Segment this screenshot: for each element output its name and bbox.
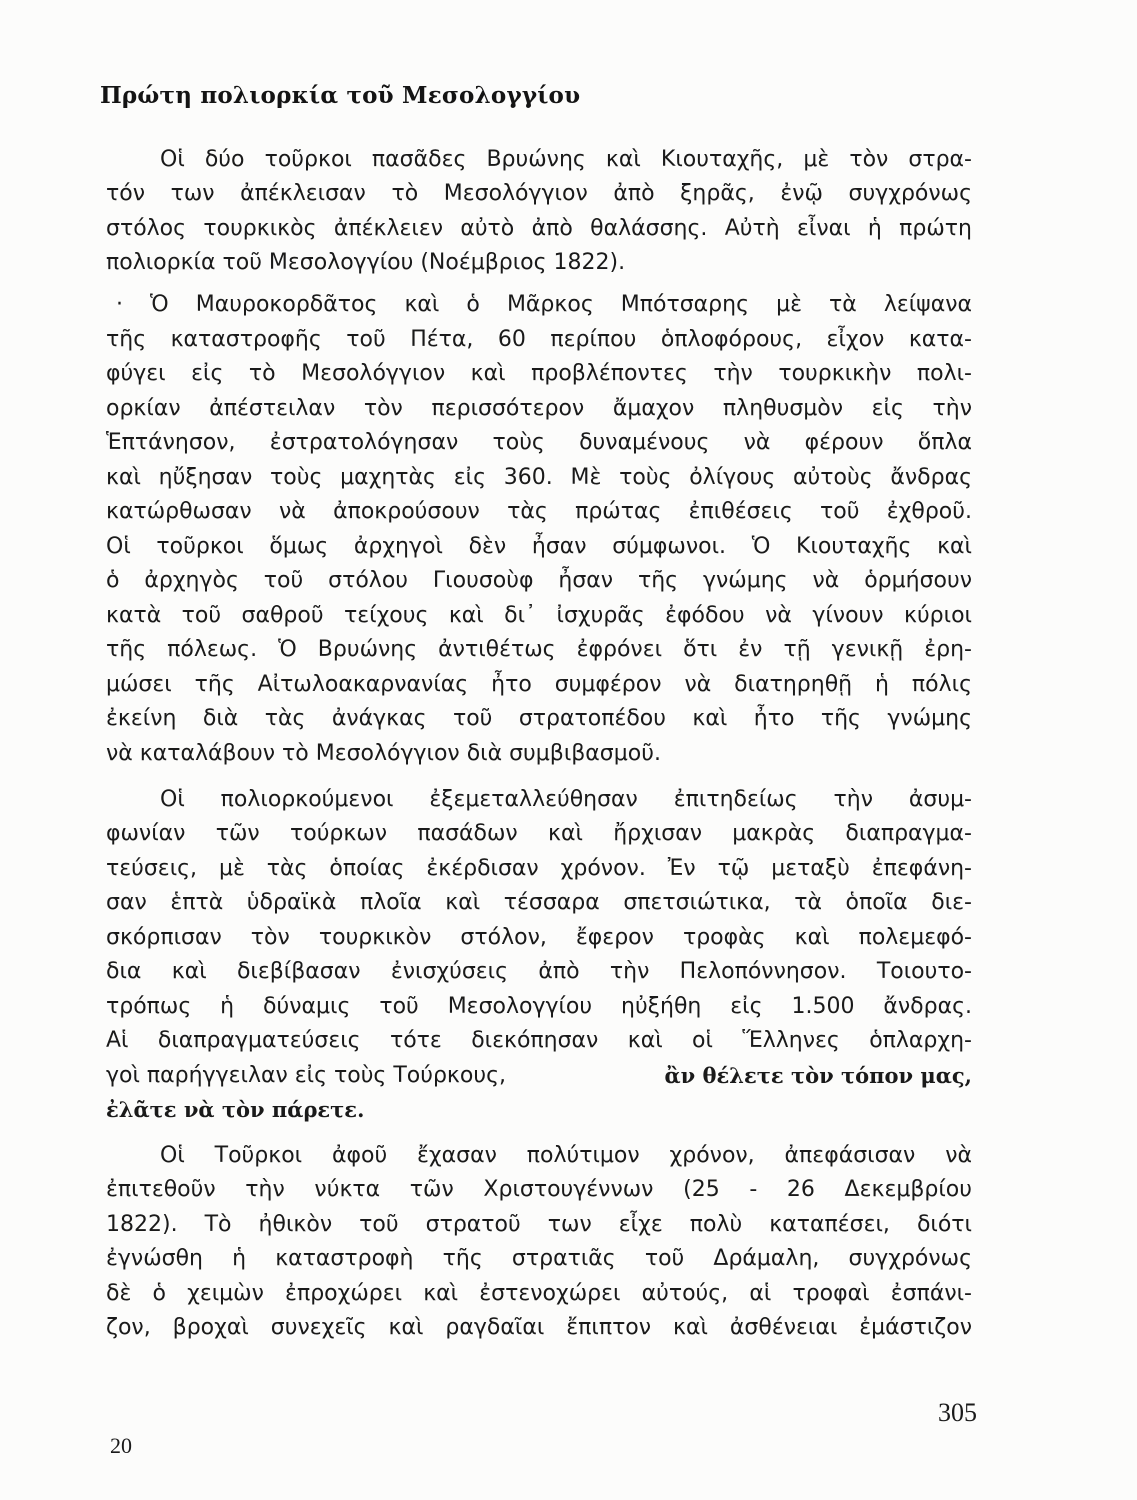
text-line: Ἑπτάνησον, ἐστρατολόγησαν τοὺς δυναμένους νὰ φέρουν ὅπλα [106, 430, 972, 455]
text-line-bold [106, 1091, 972, 1128]
text-line: · Ὁ Μαυροκορδᾶτος καὶ ὁ Μᾶρκος Μπότσαρης μὲ τὰ λείψανα [116, 292, 972, 317]
text-line: Αἱ διαπραγματεύσεις τότε διεκόπησαν καὶ οἱ Ἕλληνες ὁπλαρχη- [106, 1028, 972, 1053]
text-line: στόλος τουρκικὸς ἀπέκλειεν αὐτὸ ἀπὸ θαλάσσης. Αὐτὴ εἶναι ἡ πρώτη [106, 216, 972, 241]
text-line: γοὶ παρήγγειλαν εἰς τοὺς Τούρκους, [106, 1063, 506, 1088]
text-line: τεύσεις, μὲ τὰς ὁποίας ἐκέρδισαν χρόνον. Ἐν τῷ μεταξὺ ἐπεφάνη- [106, 856, 972, 881]
text-line-bold [632, 1057, 972, 1094]
text-line: 1822). Τὸ ἠθικὸν τοῦ στρατοῦ των εἶχε πολὺ καταπέσει, διότι [106, 1212, 972, 1237]
section-heading: Πρώτη πολιορκία τοῦ Μεσολογγίου [100, 82, 581, 109]
text-line: ζον, βροχαὶ συνεχεῖς καὶ ραγδαῖαι ἔπιπτον καὶ ἀσθένειαι ἐμάστιζον [106, 1315, 972, 1340]
text-line: Οἱ δύο τοῦρκοι πασᾶδες Βρυώνης καὶ Κιουταχῆς, μὲ τὸν στρα- [160, 147, 972, 172]
text-line: ορκίαν ἀπέστειλαν τὸν περισσότερον ἄμαχον πληθυσμὸν εἰς τὴν [106, 396, 972, 421]
text-line: τῆς πόλεως. Ὁ Βρυώνης ἀντιθέτως ἐφρόνει ὅτι ἐν τῇ γενικῇ ἐρη- [106, 637, 972, 662]
text-line: τῆς καταστροφῆς τοῦ Πέτα, 60 περίπου ὁπλοφόρους, εἶχον κατα- [106, 327, 972, 352]
quote-bold-2: ἐλᾶτε νὰ τὸν πάρετε. [106, 1097, 365, 1122]
text-line: δὲ ὁ χειμὼν ἐπροχώρει καὶ ἐστενοχώρει αὐτούς, αἱ τροφαὶ ἐσπάνι- [106, 1281, 972, 1306]
text-line: τρόπως ἡ δύναμις τοῦ Μεσολογγίου ηὐξήθη εἰς 1.500 ἄνδρας. [106, 994, 972, 1019]
text-line: σαν ἑπτὰ ὑδραϊκὰ πλοῖα καὶ τέσσαρα σπετσιώτικα, τὰ ὁποῖα διε- [106, 890, 972, 915]
quote-bold-1: ἂν θέλετε τὸν τόπον μας, [664, 1063, 972, 1088]
text-line: κατὰ τοῦ σαθροῦ τείχους καὶ δι᾿ ἰσχυρᾶς ἐφόδου νὰ γίνουν κύριοι [106, 603, 972, 628]
text-line: καὶ ηὔξησαν τοὺς μαχητὰς εἰς 360. Μὲ τοὺς ὀλίγους αὐτοὺς ἄνδρας [106, 465, 972, 490]
text-line: φωνίαν τῶν τούρκων πασάδων καὶ ἤρχισαν μακρὰς διαπραγμα- [106, 821, 972, 846]
text-line: ὁ ἀρχηγὸς τοῦ στόλου Γιουσοὺφ ἦσαν τῆς γνώμης νὰ ὁρμήσουν [106, 568, 972, 593]
text-line: Οἱ τοῦρκοι ὅμως ἀρχηγοὶ δὲν ἦσαν σύμφωνοι. Ὁ Κιουταχῆς καὶ [106, 534, 972, 559]
text-line: Οἱ πολιορκούμενοι ἐξεμεταλλεύθησαν ἐπιτηδείως τὴν ἀσυμ- [160, 787, 972, 812]
text-line: σκόρπισαν τὸν τουρκικὸν στόλον, ἔφερον τροφὰς καὶ πολεμεφό- [106, 925, 972, 950]
text-line: μώσει τῆς Αἰτωλοακαρνανίας ἦτο συμφέρον νὰ διατηρηθῇ ἡ πόλις [106, 672, 972, 697]
text-line: νὰ καταλάβουν τὸ Μεσολόγγιον διὰ συμβιβασμοῦ. [106, 741, 661, 766]
page-number: 305 [938, 1398, 977, 1427]
text-line: τόν των ἀπέκλεισαν τὸ Μεσολόγγιον ἀπὸ ξηρᾶς, ἐνῷ συγχρόνως [106, 181, 972, 206]
text-line: δια καὶ διεβίβασαν ἐνισχύσεις ἀπὸ τὴν Πελοπόννησον. Τοιουτο- [106, 959, 972, 984]
text-line: κατώρθωσαν νὰ ἀποκρούσουν τὰς πρώτας ἐπιθέσεις τοῦ ἐχθροῦ. [106, 499, 972, 524]
text-line: πολιορκία τοῦ Μεσολογγίου (Νοέμβριος 1822). [106, 250, 626, 275]
text-line: Οἱ Τοῦρκοι ἀφοῦ ἔχασαν πολύτιμον χρόνον, ἀπεφάσισαν νὰ [160, 1143, 972, 1168]
signature-mark: 20 [110, 1433, 132, 1458]
text-line: ἐγνώσθη ἡ καταστροφὴ τῆς στρατιᾶς τοῦ Δράμαλη, συγχρόνως [106, 1246, 972, 1271]
text-line: ἐκείνη διὰ τὰς ἀνάγκας τοῦ στρατοπέδου καὶ ἦτο τῆς γνώμης [106, 706, 972, 731]
text-line: ἐπιτεθοῦν τὴν νύκτα τῶν Χριστουγέννων (25 - 26 Δεκεμβρίου [106, 1177, 972, 1202]
text-line: φύγει εἰς τὸ Μεσολόγγιον καὶ προβλέποντες τὴν τουρκικὴν πολι- [106, 361, 972, 386]
